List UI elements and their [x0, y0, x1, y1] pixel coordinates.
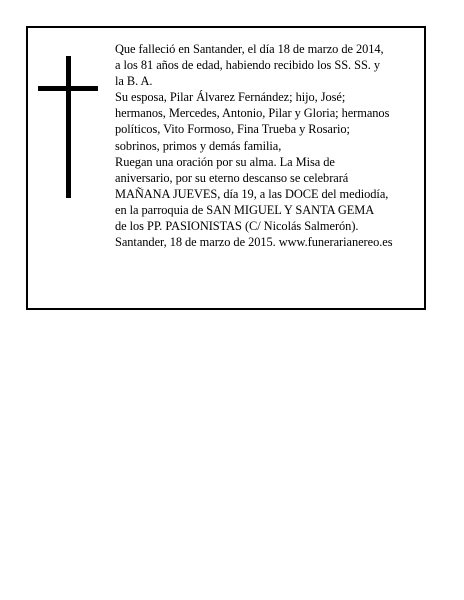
obituary-line: aniversario, por su eterno descanso se celebrará [115, 170, 349, 185]
cross-icon [38, 56, 98, 198]
cross-vertical-bar [66, 56, 71, 198]
obituary-line: Ruegan una oración por su alma. La Misa de [115, 154, 335, 169]
obituary-line: Santander, 18 de marzo de 2015. www.funerarianereo.es [115, 235, 393, 250]
obituary-line: hermanos, Mercedes, Antonio, Pilar y Gloria; hermanos [115, 106, 390, 121]
obituary-line: a los 81 años de edad, habiendo recibido los SS. SS. y [115, 58, 381, 73]
obituary-line: en la parroquia de SAN MIGUEL Y SANTA GEMA [115, 202, 375, 217]
obituary-line: la B. A. [115, 74, 153, 89]
cross-horizontal-bar [38, 86, 98, 91]
obituary-line: políticos, Vito Formoso, Fina Trueba y Rosario; [115, 122, 350, 137]
obituary-line: Su esposa, Pilar Álvarez Fernández; hijo, José; [115, 90, 346, 105]
obituary-line: Que falleció en Santander, el día 18 de marzo de 2014, [115, 42, 384, 56]
obituary-notice [26, 26, 426, 310]
obituary-line: MAÑANA JUEVES, día 19, a las DOCE del mediodía, [115, 186, 389, 201]
obituary-text [115, 41, 427, 250]
obituary-line: sobrinos, primos y demás familia, [115, 138, 282, 153]
obituary-line: de los PP. PASIONISTAS (C/ Nicolás Salmerón). [115, 219, 359, 234]
